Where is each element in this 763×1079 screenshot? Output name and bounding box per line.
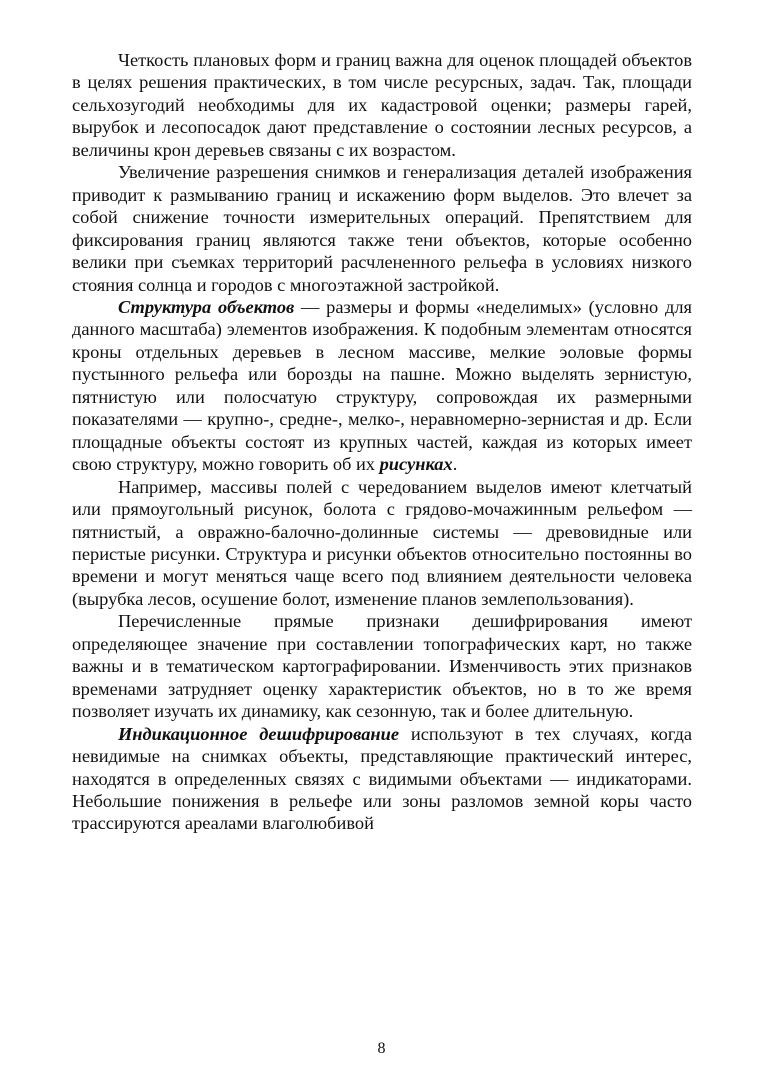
term-indication: Индикационное дешифрирование <box>118 723 399 744</box>
paragraph-text: Четкость плановых форм и границ важна для оценок площадей объектов в целях решения практических, в том числе ресурсных, задач. Так, площади сельхозугодий необходимы для их кадастровой оценки; размеры гарей, вырубок и лесопосадок дают представление о состоянии лесных ресурсов, а величины крон деревьев связаны с их возрастом. <box>72 50 692 160</box>
paragraph-text: используют в тех случаях, когда невидимые на снимках объекты, представляющие практический интерес, находятся в определенных связях с видимыми объектами — индикаторами. Небольшие понижения в рельефе или зоны разломов земной коры часто трассируются ареалами влаголюбивой <box>72 723 692 834</box>
page-number: 8 <box>377 1040 386 1057</box>
page-body <box>72 49 692 835</box>
paragraph-indication <box>72 723 692 835</box>
paragraph-text-end: . <box>452 454 458 475</box>
paragraph-resolution <box>72 161 692 296</box>
paragraph-text: — размеры и формы «неделимых» (условно для данного масштаба) элементов изображения. К подобным элементам относятся кроны отдельных деревьев в лесном массиве, мелкие эоловые формы пустынного рельефа или борозды на пашне. Можно выделять зернистую, пятнистую или полосчатую структуру, сопровождая их размерными показателями — крупно-, средне-, мелко-, неравномерно-зернистая и др. Если площадные объекты состоят из крупных частей, каждая из которых имеет свою структуру, можно говорить об их <box>72 296 692 475</box>
paragraph-examples <box>72 476 692 611</box>
term-patterns: рисунках <box>379 454 453 475</box>
paragraph-plan-forms <box>72 49 692 161</box>
paragraph-text: Например, массивы полей с чередованием выделов имеют клетчатый или прямоугольный рисунок, болота с грядово-мочажинным рельефом — пятнистый, а овражно-балочно-долинные системы — древовидные или перистые рисунки. Структура и рисунки объектов относительно постоянны во времени и могут меняться чаще всего под влиянием деятельности человека (вырубка лесов, осушение болот, изменение планов землепользования). <box>72 476 692 609</box>
paragraph-structure <box>72 296 692 476</box>
paragraph-text: Увеличение разрешения снимков и генерализация деталей изображения приводит к размыванию границ и искажению форм выделов. Это влечет за собой снижение точности измерительных операций. Препятствием для фиксирования границ являются также тени объектов, которые особенно велики при съемках территорий расчлененного рельефа в условиях низкого стояния солнца и городов с многоэтажной застройкой. <box>72 162 692 295</box>
term-structure: Структура объектов <box>118 296 295 317</box>
paragraph-text: Перечисленные прямые признаки дешифрирования имеют определяющее значение при составлении топографических карт, но также важны и в тематическом картографировании. Изменчивость этих признаков временами затрудняет оценку характеристик объектов, но в то же время позволяет изучать их динамику, как сезонную, так и более длительную. <box>72 611 692 722</box>
paragraph-direct-signs <box>72 610 692 722</box>
